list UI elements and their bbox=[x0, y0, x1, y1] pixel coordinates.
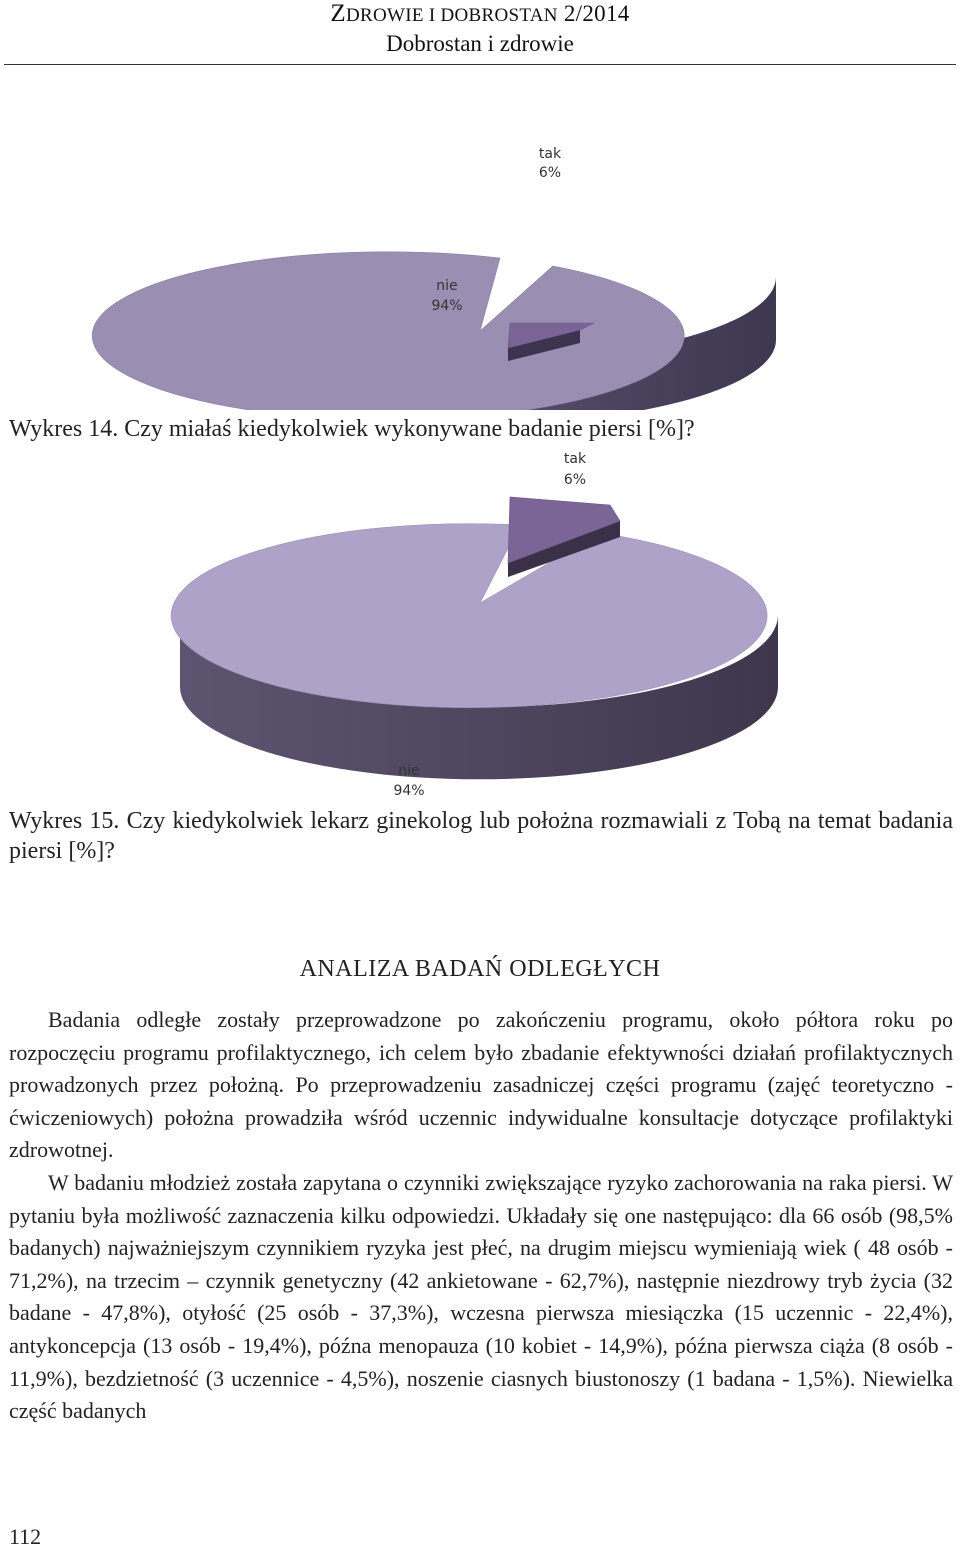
label-nie-value: 94% bbox=[393, 783, 425, 799]
paragraph-2: W badaniu młodzież została zapytana o czynniki zwiększające ryzyko zachorowania na raka piersi. W pytaniu była możliwość zaznaczenia kilku odpowiedzi. Układały się one następująco: dla 66 osób (98,5% badanych) najważniejszym czynnikiem ryzyka jest płeć, na drugim miejscu wymieniają wiek ( 48 osób - 71,2%), na trzecim – czynnik genetyczny (42 ankietowane - 62,7%), następnie niezdrowy tryb życia (32 badane - 47,8%), otyłość (25 osób - 37,3%), wczesna pierwsza miesiączka (15 uczennic - 22,4%), antykoncepcja (13 osób - 19,4%), późna menopauza (10 kobiet - 14,9%), późna pierwsza ciąża (8 osób - 11,9%), bezdzietność (3 uczennice - 4,5%), noszenie ciasnych biustonoszy (1 badana - 1,5%). Niewielka część badanych bbox=[9, 1169, 953, 1424]
header-rule bbox=[4, 64, 956, 65]
label-tak-value: 6% bbox=[538, 165, 562, 181]
pie-chart-14 bbox=[0, 140, 960, 410]
pie-slice-nie bbox=[92, 252, 684, 410]
journal-issue: 2/2014 bbox=[563, 1, 630, 26]
journal-name: DROWIE I DOBROSTAN bbox=[346, 5, 558, 26]
page-number: 112 bbox=[9, 1524, 42, 1549]
running-subtitle: Dobrostan i zdrowie bbox=[386, 31, 574, 56]
label-tak-value: 6% bbox=[563, 472, 587, 488]
pie-chart-15 bbox=[0, 445, 960, 800]
paragraph-1: Badania odległe zostały przeprowadzone po zakończeniu programu, około półtora roku po rozpoczęciu programu profilaktycznego, ich celem było zbadanie efektywności działań profilaktycznych prowadzonych przez położną. Po przeprowadzeniu zasadniczej części programu (zajęć teoretyczno - ćwiczeniowych) położna prowadziła wśród uczennic indywidualne konsultacje dotyczące profilaktyki zdrowotnej. bbox=[9, 1007, 953, 1163]
label-tak-name: tak bbox=[563, 451, 587, 467]
label-tak-name: tak bbox=[538, 146, 562, 162]
pie-slice-nie bbox=[171, 524, 767, 708]
label-nie-name: nie bbox=[436, 278, 458, 294]
chart-15-caption: Wykres 15. Czy kiedykolwiek lekarz ginekolog lub położna rozmawiali z Tobą na temat badania piersi [%]? bbox=[9, 808, 953, 864]
section-title: ANALIZA BADAŃ ODLEGŁYCH bbox=[299, 956, 661, 982]
label-nie-value: 94% bbox=[431, 298, 463, 314]
label-nie-name: nie bbox=[398, 763, 420, 779]
chart-14-caption: Wykres 14. Czy miałaś kiedykolwiek wykonywane badanie piersi [%]? bbox=[9, 416, 695, 442]
section-body bbox=[9, 1004, 953, 1428]
running-header bbox=[0, 0, 960, 28]
journal-initial: Z bbox=[330, 0, 346, 27]
